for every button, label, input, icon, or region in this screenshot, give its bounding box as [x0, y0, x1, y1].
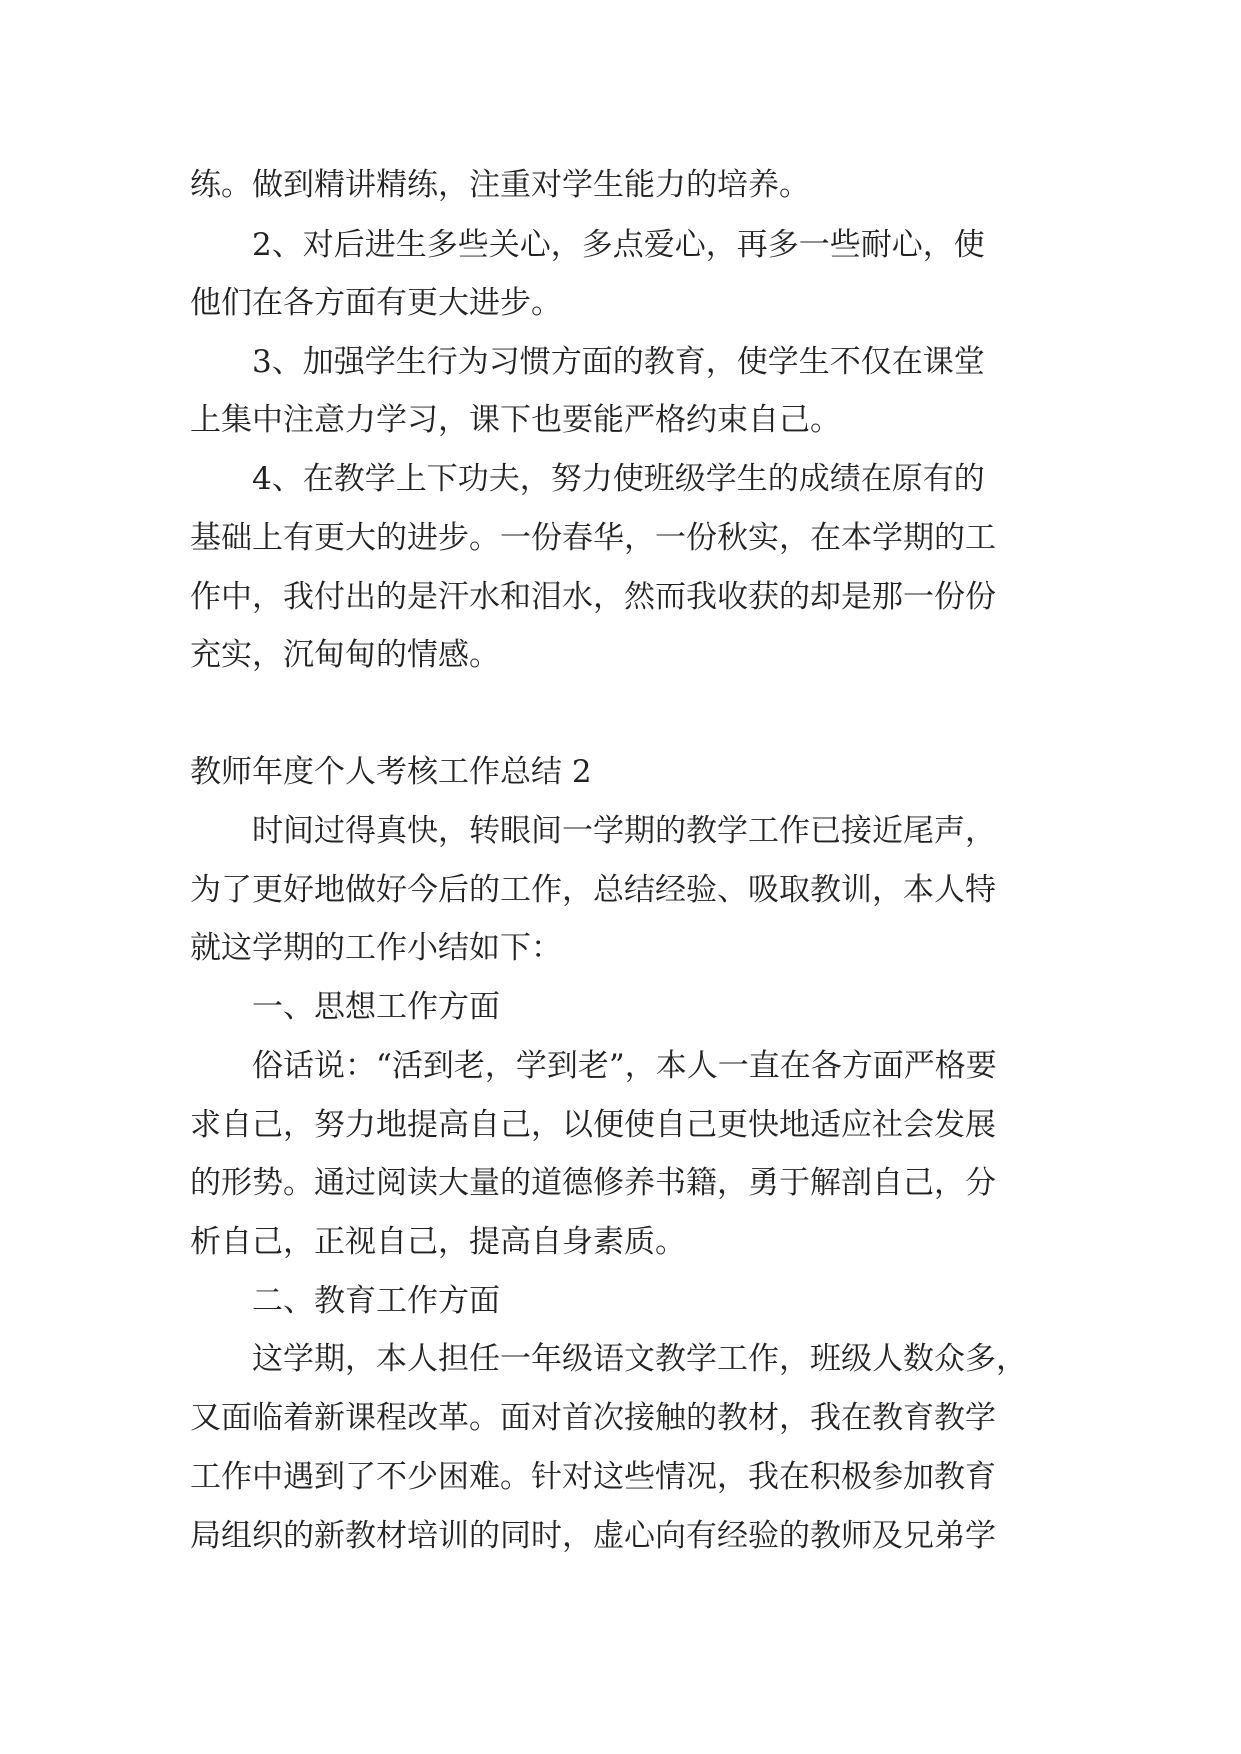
section-title: 教师年度个人考核工作总结 2	[190, 754, 592, 790]
text-line: 练。做到精讲精练，注重对学生能力的培养。	[190, 167, 810, 203]
subheading-thought-work: 一、思想工作方面	[252, 989, 500, 1025]
subheading-education-work: 二、教育工作方面	[252, 1283, 500, 1319]
paragraph-line: 的形势。通过阅读大量的道德修养书籍，勇于解剖自己，分	[190, 1165, 996, 1201]
list-item-4-line-3: 作中，我付出的是汗水和泪水，然而我收获的却是那一份份	[190, 579, 996, 615]
paragraph-line: 局组织的新教材培训的同时，虚心向有经验的教师及兄弟学	[190, 1518, 996, 1554]
list-item-3-line-2: 上集中注意力学习，课下也要能严格约束自己。	[190, 402, 841, 438]
paragraph-line: 析自己，正视自己，提高自身素质。	[190, 1224, 686, 1260]
paragraph-line: 又面临着新课程改革。面对首次接触的教材，我在教育教学	[190, 1400, 996, 1436]
list-item-4-line-2: 基础上有更大的进步。一份春华，一份秋实，在本学期的工	[190, 520, 996, 556]
paragraph-line: 就这学期的工作小结如下：	[190, 930, 562, 966]
paragraph-line: 时间过得真快，转眼间一学期的教学工作已接近尾声，	[252, 813, 996, 849]
list-item-3-line-1: 3、加强学生行为习惯方面的教育，使学生不仅在课堂	[252, 344, 985, 380]
list-item-4-line-1: 4、在教学上下功夫，努力使班级学生的成绩在原有的	[252, 461, 985, 497]
paragraph-line: 求自己，努力地提高自己，以便使自己更快地适应社会发展	[190, 1107, 996, 1143]
paragraph-line: 俗话说：“活到老，学到老”，本人一直在各方面严格要	[252, 1048, 997, 1084]
paragraph-line: 工作中遇到了不少困难。针对这些情况，我在积极参加教育	[190, 1459, 996, 1495]
paragraph-line: 这学期，本人担任一年级语文教学工作，班级人数众多，	[252, 1341, 1027, 1377]
list-item-4-line-4: 充实，沉甸甸的情感。	[190, 637, 500, 673]
paragraph-line: 为了更好地做好今后的工作，总结经验、吸取教训，本人特	[190, 872, 996, 908]
list-item-2-line-1: 2、对后进生多些关心，多点爱心，再多一些耐心，使	[252, 227, 985, 263]
list-item-2-line-2: 他们在各方面有更大进步。	[190, 285, 562, 321]
